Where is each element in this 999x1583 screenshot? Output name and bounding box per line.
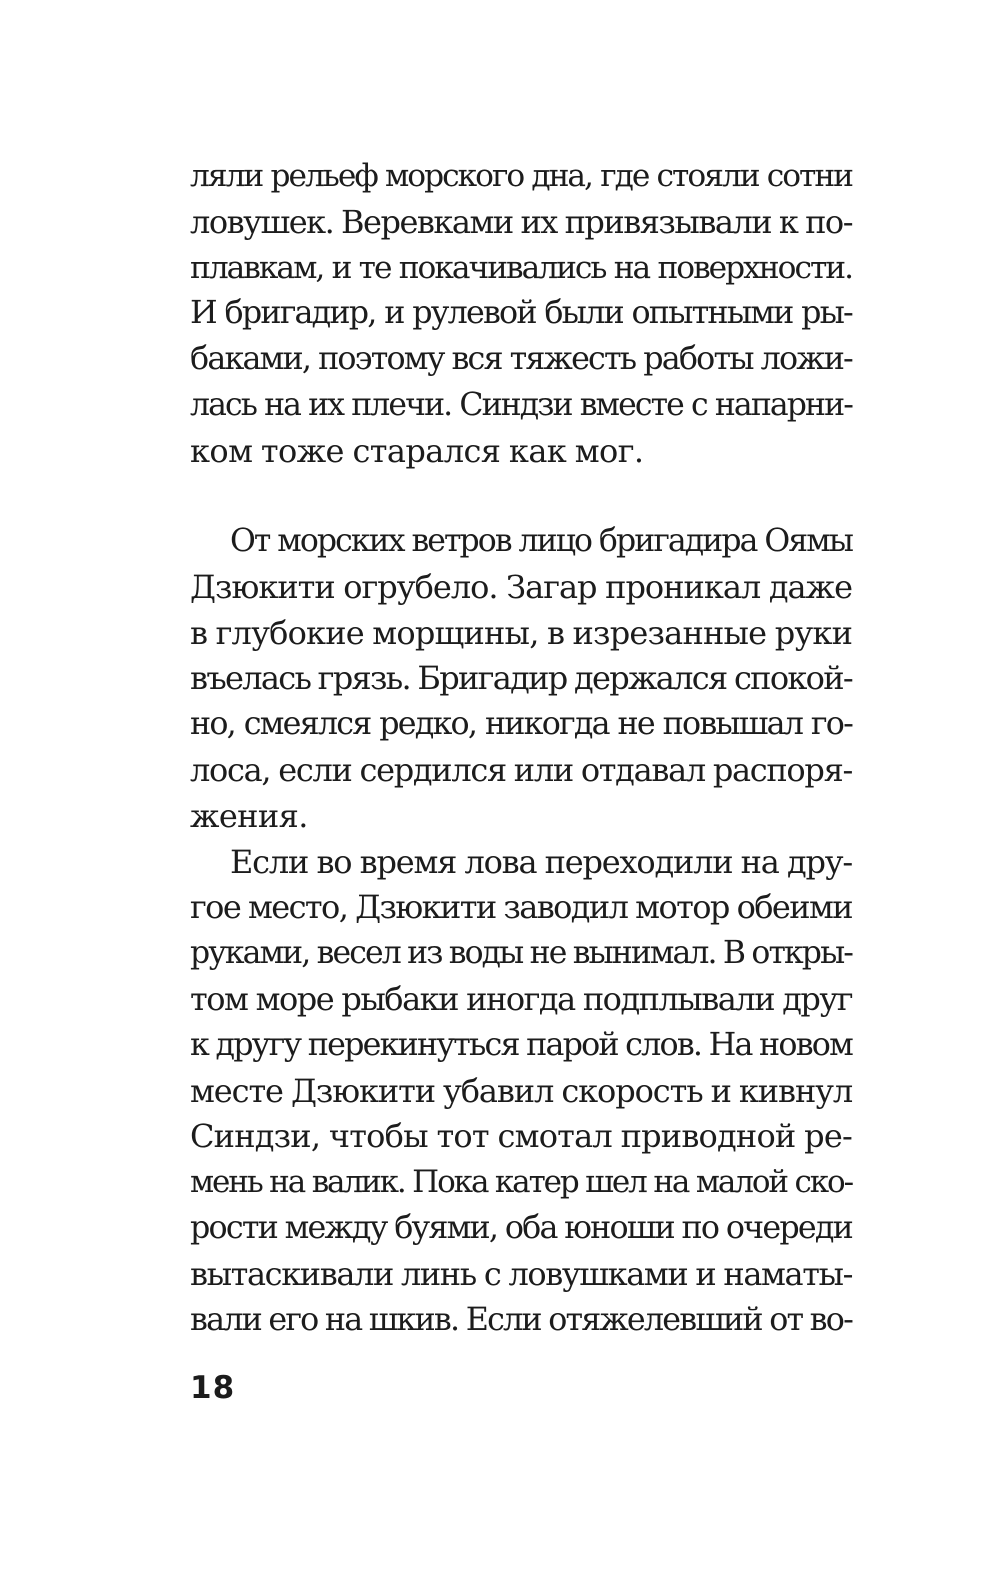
paragraph-2 xyxy=(190,519,852,840)
text-line: гое место, Дзюкити заводил мотор обеими xyxy=(190,888,852,927)
text-line: ком тоже старался как мог. xyxy=(190,431,644,470)
text-line: но, смеялся редко, никогда не повышал го- xyxy=(190,706,852,743)
text-line: плавкам, и те покачивались на поверхности. xyxy=(190,249,852,286)
text-line: ловушек. Веревками их привязывали к по- xyxy=(190,202,852,241)
text-line: том море рыбаки иногда подплывали друг xyxy=(190,979,852,1018)
text-line: вытаскивали линь с ловушками и наматы- xyxy=(190,1254,852,1293)
text-line: жения. xyxy=(190,796,308,835)
text-line: рости между буями, оба юноши по очереди xyxy=(190,1209,852,1246)
text-line: ляли рельеф морского дна, где стояли сотни xyxy=(190,158,852,194)
paragraph-group-2 xyxy=(190,519,852,1343)
text-line: лась на их плечи. Синдзи вместе с напарни- xyxy=(190,386,852,423)
text-line: От морских ветров лицо бригадира Оямы xyxy=(230,523,852,559)
text-line: въелась грязь. Бригадир держался спокой- xyxy=(190,659,852,698)
paragraph-1 xyxy=(190,154,852,475)
text-line: Дзюкити огрубело. Загар проникал даже xyxy=(190,567,852,606)
text-line: к другу перекинуться парой слов. На новом xyxy=(190,1026,852,1063)
paragraph-3 xyxy=(190,840,852,1344)
text-line: вали его на шкив. Если отяжелевший от во- xyxy=(190,1301,852,1338)
text-line: месте Дзюкити убавил скорость и кивнул xyxy=(190,1071,853,1110)
text-line: руками, весел из воды не вынимал. В откры- xyxy=(190,935,852,972)
text-line: лоса, если сердился или отдавал распоря- xyxy=(190,750,852,789)
text-line: Синдзи, чтобы тот смотал приводной ре- xyxy=(190,1117,852,1156)
text-line: мень на валик. Пока катер шел на малой ско- xyxy=(190,1164,852,1201)
text-line: в глубокие морщины, в изрезанные руки xyxy=(190,613,853,652)
text-line: И бригадир, и рулевой были опытными ры- xyxy=(190,295,852,332)
text-line: Если во время лова переходили на дру- xyxy=(230,842,852,881)
page-number: 18 xyxy=(190,1370,236,1406)
text-line: баками, поэтому вся тяжесть работы ложи- xyxy=(190,341,852,378)
